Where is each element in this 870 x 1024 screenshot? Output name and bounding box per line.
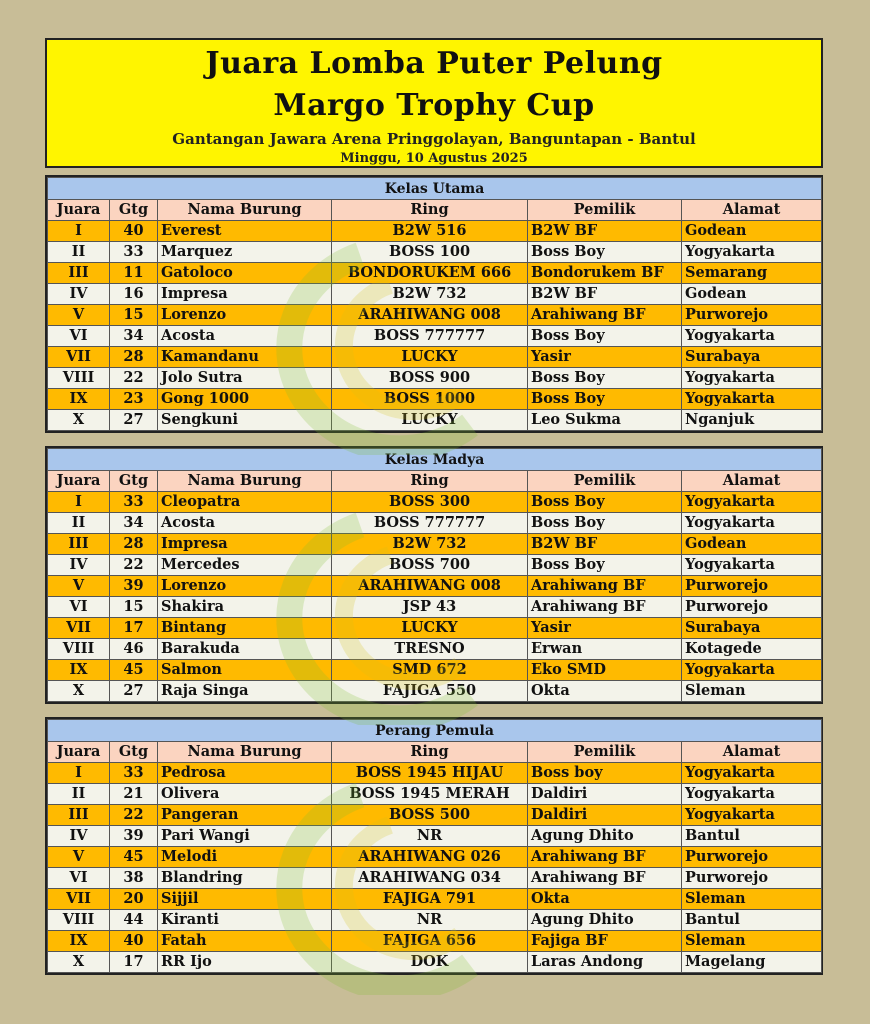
table-cell: B2W 516 [332,221,528,242]
column-header: Ring [332,200,528,221]
table-cell: B2W BF [528,534,682,555]
table-cell: BOSS 500 [332,805,528,826]
table-cell: Impresa [158,284,332,305]
table-row [48,763,822,784]
table-cell: ARAHIWANG 008 [332,576,528,597]
column-header: Gtg [110,742,158,763]
table-cell: Fajiga BF [528,931,682,952]
table-cell: Sleman [682,889,822,910]
table-cell: Yasir [528,347,682,368]
table-cell: BOSS 777777 [332,513,528,534]
table-cell: Boss Boy [528,368,682,389]
table-cell: 22 [110,368,158,389]
table-cell: Godean [682,284,822,305]
table-cell: Yogyakarta [682,763,822,784]
table-cell: Yogyakarta [682,492,822,513]
table-cell: Purworejo [682,597,822,618]
table-row [48,576,822,597]
table-cell: X [48,681,110,702]
table-cell: III [48,263,110,284]
results-table [47,448,822,702]
table-cell: Shakira [158,597,332,618]
section-perang-pemula [45,717,823,975]
table-row [48,805,822,826]
table-cell: BOSS 777777 [332,326,528,347]
column-header-row [48,742,822,763]
event-title: Margo Trophy Cup [273,88,595,123]
table-cell: 15 [110,305,158,326]
table-row [48,847,822,868]
class-title: Kelas Utama [48,178,822,200]
table-cell: Sleman [682,681,822,702]
table-cell: ARAHIWANG 034 [332,868,528,889]
table-cell: Agung Dhito [528,910,682,931]
table-cell: Lorenzo [158,305,332,326]
table-cell: Okta [528,889,682,910]
table-cell: 39 [110,576,158,597]
table-cell: 17 [110,618,158,639]
table-cell: Fatah [158,931,332,952]
table-cell: Kotagede [682,639,822,660]
results-page [45,38,823,970]
table-cell: Impresa [158,534,332,555]
table-cell: Daldiri [528,805,682,826]
table-cell: Melodi [158,847,332,868]
table-cell: 27 [110,681,158,702]
table-cell: Purworejo [682,305,822,326]
table-cell: IX [48,660,110,681]
table-cell: DOK [332,952,528,973]
table-cell: BOSS 900 [332,368,528,389]
table-cell: Arahiwang BF [528,868,682,889]
section-kelas-utama [45,175,823,433]
table-row [48,534,822,555]
table-cell: Purworejo [682,868,822,889]
table-cell: Arahiwang BF [528,305,682,326]
column-header: Pemilik [528,471,682,492]
table-cell: VII [48,347,110,368]
column-header: Nama Burung [158,471,332,492]
table-cell: Arahiwang BF [528,847,682,868]
column-header: Alamat [682,471,822,492]
table-cell: Lorenzo [158,576,332,597]
table-cell: Yogyakarta [682,805,822,826]
table-cell: Boss Boy [528,326,682,347]
table-cell: Semarang [682,263,822,284]
table-cell: Cleopatra [158,492,332,513]
table-cell: Pedrosa [158,763,332,784]
table-cell: IV [48,555,110,576]
table-cell: Eko SMD [528,660,682,681]
table-cell: 46 [110,639,158,660]
table-cell: VIII [48,910,110,931]
table-cell: 34 [110,326,158,347]
table-row [48,910,822,931]
table-cell: Nganjuk [682,410,822,431]
table-cell: RR Ijo [158,952,332,973]
table-cell: Arahiwang BF [528,597,682,618]
table-cell: LUCKY [332,347,528,368]
class-title: Perang Pemula [48,720,822,742]
table-cell: I [48,763,110,784]
table-cell: Laras Andong [528,952,682,973]
column-header: Ring [332,471,528,492]
table-cell: VII [48,889,110,910]
column-header-row [48,471,822,492]
table-cell: Bintang [158,618,332,639]
table-cell: 16 [110,284,158,305]
table-cell: Bantul [682,910,822,931]
table-cell: Sengkuni [158,410,332,431]
table-cell: Sleman [682,931,822,952]
table-row [48,681,822,702]
table-cell: BOSS 1945 HIJAU [332,763,528,784]
section-kelas-madya [45,446,823,704]
table-cell: II [48,513,110,534]
table-cell: 38 [110,868,158,889]
table-cell: Boss boy [528,763,682,784]
table-cell: 28 [110,347,158,368]
column-header: Juara [48,471,110,492]
table-cell: 40 [110,221,158,242]
table-cell: Barakuda [158,639,332,660]
table-cell: Yogyakarta [682,513,822,534]
table-cell: IX [48,931,110,952]
table-cell: Everest [158,221,332,242]
table-cell: I [48,221,110,242]
venue-line: Gantangan Jawara Arena Pringgolayan, Banguntapan - Bantul [172,130,696,148]
table-cell: Mercedes [158,555,332,576]
column-header: Nama Burung [158,200,332,221]
table-row [48,410,822,431]
table-cell: 45 [110,847,158,868]
table-cell: III [48,805,110,826]
table-cell: VIII [48,368,110,389]
table-cell: Bondorukem BF [528,263,682,284]
table-cell: VI [48,868,110,889]
table-row [48,389,822,410]
column-header: Nama Burung [158,742,332,763]
table-cell: FAJIGA 656 [332,931,528,952]
table-cell: Surabaya [682,618,822,639]
table-cell: Kiranti [158,910,332,931]
table-cell: Yasir [528,618,682,639]
table-cell: Godean [682,534,822,555]
table-cell: JSP 43 [332,597,528,618]
table-cell: 20 [110,889,158,910]
column-header: Alamat [682,742,822,763]
table-row [48,555,822,576]
column-header: Pemilik [528,742,682,763]
table-cell: Arahiwang BF [528,576,682,597]
table-cell: Yogyakarta [682,326,822,347]
column-header: Ring [332,742,528,763]
table-cell: SMD 672 [332,660,528,681]
table-cell: 28 [110,534,158,555]
table-cell: TRESNO [332,639,528,660]
table-cell: Purworejo [682,576,822,597]
table-row [48,305,822,326]
table-cell: BONDORUKEM 666 [332,263,528,284]
table-cell: II [48,242,110,263]
table-cell: Bantul [682,826,822,847]
table-cell: 21 [110,784,158,805]
table-row [48,492,822,513]
table-row [48,513,822,534]
table-cell: FAJIGA 791 [332,889,528,910]
table-cell: Yogyakarta [682,660,822,681]
table-cell: 23 [110,389,158,410]
table-cell: X [48,410,110,431]
table-cell: Boss Boy [528,389,682,410]
table-cell: Leo Sukma [528,410,682,431]
table-cell: Boss Boy [528,492,682,513]
table-cell: VII [48,618,110,639]
table-cell: Yogyakarta [682,389,822,410]
table-cell: 33 [110,242,158,263]
table-cell: Jolo Sutra [158,368,332,389]
table-cell: V [48,305,110,326]
table-cell: BOSS 300 [332,492,528,513]
table-row [48,868,822,889]
table-cell: Magelang [682,952,822,973]
table-row [48,326,822,347]
table-row [48,284,822,305]
table-cell: 11 [110,263,158,284]
table-row [48,597,822,618]
table-cell: Pangeran [158,805,332,826]
table-cell: Yogyakarta [682,368,822,389]
table-cell: NR [332,826,528,847]
table-cell: NR [332,910,528,931]
class-title-row [48,449,822,471]
table-cell: Raja Singa [158,681,332,702]
class-title-row [48,178,822,200]
results-table [47,719,822,973]
table-cell: Erwan [528,639,682,660]
table-cell: V [48,576,110,597]
table-cell: Blandring [158,868,332,889]
table-cell: Yogyakarta [682,242,822,263]
column-header: Alamat [682,200,822,221]
table-row [48,639,822,660]
table-cell: I [48,492,110,513]
table-cell: BOSS 1945 MERAH [332,784,528,805]
column-header: Pemilik [528,200,682,221]
table-cell: Daldiri [528,784,682,805]
table-row [48,368,822,389]
table-cell: VI [48,597,110,618]
table-cell: B2W 732 [332,534,528,555]
table-cell: Boss Boy [528,242,682,263]
column-header: Gtg [110,200,158,221]
table-cell: Surabaya [682,347,822,368]
table-cell: Olivera [158,784,332,805]
table-cell: Salmon [158,660,332,681]
table-row [48,931,822,952]
date-line: Minggu, 10 Agustus 2025 [340,151,528,166]
table-cell: B2W BF [528,284,682,305]
table-cell: Sijjil [158,889,332,910]
table-cell: BOSS 1000 [332,389,528,410]
table-cell: LUCKY [332,618,528,639]
column-header: Juara [48,742,110,763]
table-row [48,618,822,639]
table-row [48,263,822,284]
table-cell: Yogyakarta [682,555,822,576]
column-header: Gtg [110,471,158,492]
table-cell: Purworejo [682,847,822,868]
table-row [48,952,822,973]
class-title-row [48,720,822,742]
table-cell: 33 [110,492,158,513]
table-cell: FAJIGA 550 [332,681,528,702]
table-cell: VI [48,326,110,347]
table-cell: III [48,534,110,555]
table-cell: IX [48,389,110,410]
table-cell: Godean [682,221,822,242]
table-cell: VIII [48,639,110,660]
table-cell: B2W BF [528,221,682,242]
table-cell: Okta [528,681,682,702]
table-cell: B2W 732 [332,284,528,305]
table-cell: Boss Boy [528,555,682,576]
table-row [48,347,822,368]
table-cell: ARAHIWANG 026 [332,847,528,868]
table-cell: Agung Dhito [528,826,682,847]
table-row [48,784,822,805]
table-cell: 17 [110,952,158,973]
table-cell: 39 [110,826,158,847]
table-cell: ARAHIWANG 008 [332,305,528,326]
table-row [48,242,822,263]
main-title: Juara Lomba Puter Pelung [205,46,663,81]
column-header-row [48,200,822,221]
class-title: Kelas Madya [48,449,822,471]
table-cell: Gong 1000 [158,389,332,410]
table-cell: Acosta [158,513,332,534]
table-cell: 22 [110,805,158,826]
table-cell: LUCKY [332,410,528,431]
table-cell: IV [48,284,110,305]
table-cell: 22 [110,555,158,576]
table-cell: 27 [110,410,158,431]
table-row [48,660,822,681]
table-cell: X [48,952,110,973]
table-cell: Marquez [158,242,332,263]
table-cell: 34 [110,513,158,534]
table-cell: Yogyakarta [682,784,822,805]
table-cell: Gatoloco [158,263,332,284]
table-cell: 33 [110,763,158,784]
table-cell: 45 [110,660,158,681]
table-cell: V [48,847,110,868]
table-row [48,889,822,910]
table-cell: 15 [110,597,158,618]
table-cell: Kamandanu [158,347,332,368]
table-cell: Acosta [158,326,332,347]
results-table [47,177,822,431]
table-row [48,221,822,242]
column-header: Juara [48,200,110,221]
table-row [48,826,822,847]
table-cell: Pari Wangi [158,826,332,847]
table-cell: II [48,784,110,805]
table-cell: BOSS 100 [332,242,528,263]
table-cell: BOSS 700 [332,555,528,576]
table-cell: 44 [110,910,158,931]
table-cell: 40 [110,931,158,952]
table-cell: Boss Boy [528,513,682,534]
table-cell: IV [48,826,110,847]
title-banner [45,38,823,168]
